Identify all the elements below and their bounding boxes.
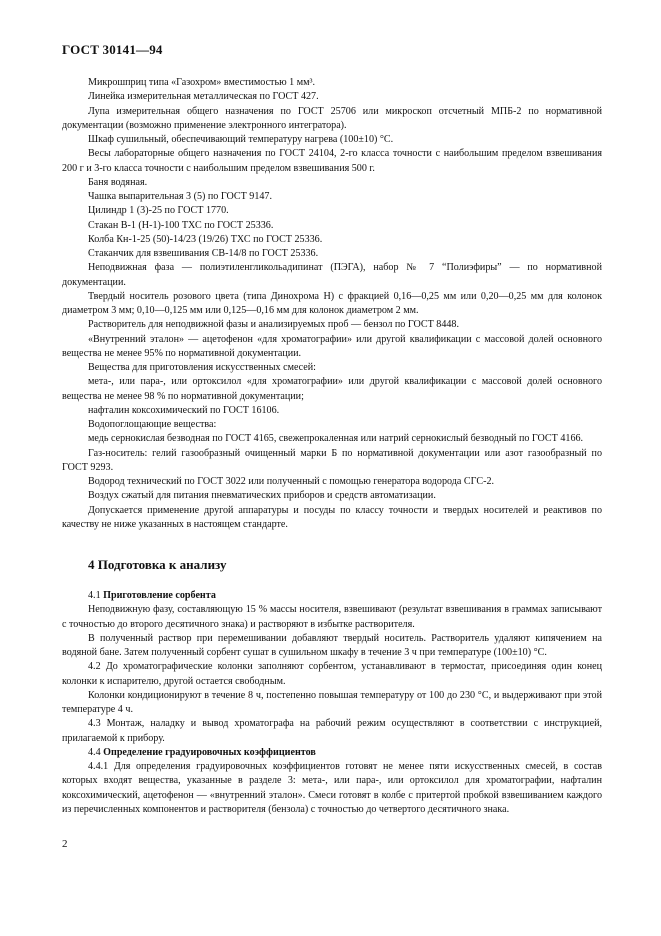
equipment-item: Чашка выпарительная 3 (5) по ГОСТ 9147. [88,191,272,202]
equipment-item: Растворитель для неподвижной фазы и анализируемых проб — бензол по ГОСТ 8448. [88,319,459,331]
document-header: ГОСТ 30141—94 [62,42,163,57]
page-number: 2 [62,838,68,850]
equipment-item: Газ-носитель: гелий газообразный очищенный марки Б по нормативной документации или азот газообразный по ГОСТ 9293. [62,447,602,473]
equipment-item: Весы лабораторные общего назначения по ГОСТ 24104, 2-го класса точности с наибольшим пределом взвешивания 200 г и 3-го класса точности с наибольшим пределом взвешивания 500 г. [62,148,602,174]
equipment-item: Баня водяная. [88,176,148,188]
equipment-item: Лупа измерительная общего назначения по ГОСТ 25706 или микроскоп отсчетный МПБ-2 по нормативной документации (возможно применение электронного интегратора). [62,105,602,131]
equipment-item: медь сернокислая безводная по ГОСТ 4165, свежепрокаленная или натрий сернокислый безводный по ГОСТ 4166. [88,433,584,445]
subsection-title: Определение градуировочных коэффициентов [103,746,316,758]
paragraph: Колонки кондиционируют в течение 8 ч, постепенно повышая температуру от 100 до 230 °С, и выдерживают при этой температуре 4 ч. [62,689,602,715]
section-heading: 4 Подготовка к анализу [88,557,227,572]
paragraph: 4.2 До хроматографические колонки заполняют сорбентом, устанавливают в термостат, присоединяя один конец колонки к испарителю, другой остается свободным. [62,661,602,687]
section-body [62,589,602,817]
equipment-item: «Внутренний эталон» — ацетофенон «для хроматографии» или другой квалификации с массовой долей основного вещества не менее 95% по нормативной документации. [62,333,602,359]
equipment-item: Микрошприц типа «Газохром» вместимостью 1 мм³. [88,77,316,88]
paragraph: Неподвижную фазу, составляющую 15 % массы носителя, взвешивают (результат взвешивания в граммах записывают с точностью до второго десятичного знака) и растворяют в избытке растворителя. [62,604,602,630]
equipment-item: нафталин коксохимический по ГОСТ 16106. [88,404,280,416]
equipment-item: Вещества для приготовления искусственных смесей: [88,362,316,373]
equipment-item: Твердый носитель розового цвета (типа Динохрома Н) с фракцией 0,16—0,25 мм или 0,20—0,25 мм для колонок диаметром 3 мм; 0,10—0,125 мм или 0,125—0,16 мм для колонок диаметром 2 мм. [62,290,602,316]
equipment-item: Водород технический по ГОСТ 3022 или полученный с помощью генератора водорода СГС-2. [88,476,495,487]
subsection-title: Приготовление сорбента [103,590,216,601]
page-content [62,76,602,817]
paragraph: 4.3 Монтаж, наладку и вывод хроматографа на рабочий режим осуществляют в соответствии с инструкцией, прилагаемой к прибору. [62,718,602,744]
equipment-item: Шкаф сушильный, обеспечивающий температуру нагрева (100±10) °С. [88,134,394,145]
equipment-item: мета-, или пара-, или ортоксилол «для хроматографии» или другой квалификации с массовой долей основного вещества не менее 98 % по нормативной документации; [62,376,602,402]
equipment-item: Стакан В-1 (Н-1)-100 ТХС по ГОСТ 25336. [88,219,274,231]
equipment-item: Воздух сжатый для питания пневматических приборов и средств автоматизации. [88,490,436,502]
equipment-item: Неподвижная фаза — полиэтиленгликольадипинат (ПЭГА), набор № 7 “Полиэфиры” — по нормативной документации. [62,262,602,288]
equipment-item: Допускается применение другой аппаратуры и посуды по классу точности и твердых носителей и реактивов по качеству не ниже указанных в настоящем стандарте. [62,504,602,530]
equipment-list [62,76,602,532]
equipment-item: Стаканчик для взвешивания СВ-14/8 по ГОСТ 25336. [88,248,319,259]
paragraph: 4.4.1 Для определения градуировочных коэффициентов готовят не менее пяти искусственных смесей, в состав которых входят вещества, указанные в разделе 3: мета-, или пара-, или ортоксилол для хроматографии, нафталин коксохимический, ацетофенон — «внутренний эталон». Смеси готовят в колбе с притертой пробкой взвешиванием каждого из перечисленных компонентов и растворителя (бензола) с точностью до четвертого десятичного знака. [62,761,602,815]
subsection-heading [62,746,602,760]
equipment-item: Линейка измерительная металлическая по ГОСТ 427. [88,91,319,103]
equipment-item: Колба Кн-1-25 (50)-14/23 (19/26) ТХС по ГОСТ 25336. [88,233,323,245]
paragraph: В полученный раствор при перемешивании добавляют твердый носитель. Растворитель удаляют кипячением на водяной бане. Затем полученный сорбент сушат в сушильном шкафу в течение 3 ч при температуре (100±10) °С. [62,632,602,658]
subsection-number: 4.1 [88,590,101,601]
subsection-heading [62,589,602,603]
subsection-number: 4.4 [88,746,101,758]
equipment-item: Водопоглощающие вещества: [88,419,217,430]
equipment-item: Цилиндр 1 (3)-25 по ГОСТ 1770. [88,205,229,217]
